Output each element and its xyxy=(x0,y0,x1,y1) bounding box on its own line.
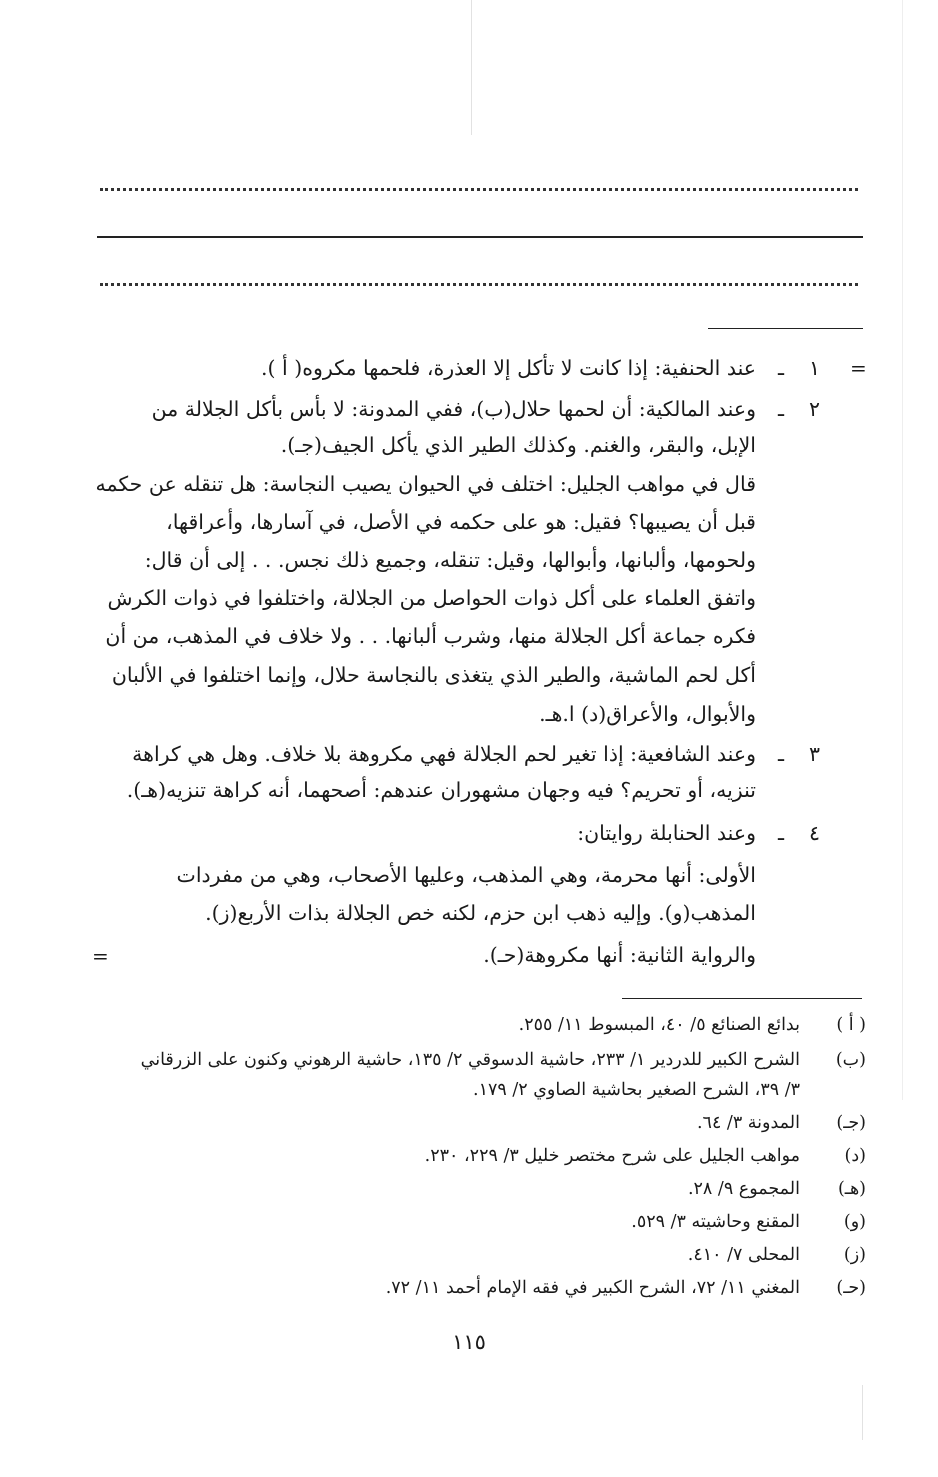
body-line: الأولى: أنها محرمة، وهي المذهب، وعليها الأصحاب، وهي من مفردات xyxy=(176,863,756,887)
dotted-line-1 xyxy=(100,188,858,191)
item-dash: ـ xyxy=(777,821,784,845)
body-line: وعند المالكية: أن لحمها حلال(ب)، ففي المدونة: لا بأس بأكل الجلالة من xyxy=(151,397,756,421)
body-line: واتفق العلماء على أكل ذوات الحواصل من الجلالة، واختلفوا في ذوات الكرش xyxy=(107,586,756,610)
continuation-mark-bottom: = xyxy=(92,944,109,968)
item-number: ٤ xyxy=(808,821,820,845)
scan-artifact xyxy=(471,0,472,135)
body-line: عند الحنفية: إذا كانت لا تأكل إلا العذرة، فلحمها مكروه( أ ). xyxy=(260,356,756,380)
page-number: ١١٥ xyxy=(452,1330,486,1354)
body-line: فكره جماعة أكل الجلالة منها، وشرب ألبانها. . . ولا خلاف في المذهب، من أن xyxy=(105,624,756,648)
footnote-label: (د) xyxy=(844,1146,866,1166)
footnote-label: ( أ ) xyxy=(836,1015,866,1035)
footnote-text: المدونة ٣/ ٦٤. xyxy=(696,1113,800,1133)
continuation-mark-top: = xyxy=(850,356,867,380)
footnote-text: المقنع وحاشيته ٣/ ٥٢٩. xyxy=(631,1212,800,1232)
body-line: الإبل، والبقر، والغنم. وكذلك الطير الذي يأكل الجيف(جـ). xyxy=(280,433,756,457)
body-line: تنزيه، أو تحريم؟ فيه وجهان مشهوران عندهم: أصحهما، أنه كراهة تنزيه(هـ). xyxy=(126,778,756,802)
body-line: وعند الشافعية: إذا تغير لحم الجلالة فهي مكروهة بلا خلاف. وهل هي كراهة xyxy=(132,742,756,766)
item-number: ١ xyxy=(808,356,820,380)
footnote-label: (جـ) xyxy=(836,1113,866,1133)
body-line: قال في مواهب الجليل: اختلف في الحيوان يصيب النجاسة: هل تنقله عن حكمه xyxy=(95,472,756,496)
footnote-label: (حـ) xyxy=(836,1278,866,1298)
footnote-text: المحلى ٧/ ٤١٠. xyxy=(687,1245,800,1265)
footnote-text: بدائع الصنائع ٥/ ٤٠، المبسوط ١١/ ٢٥٥. xyxy=(518,1015,800,1035)
footnote-rule xyxy=(622,998,862,999)
item-dash: ـ xyxy=(777,356,784,380)
footnote-text: الشرح الكبير للدردير ١/ ٢٣٣، حاشية الدسوقي ٢/ ١٣٥، حاشية الرهوني وكنون على الزرقاني xyxy=(140,1050,800,1070)
item-dash: ـ xyxy=(777,742,784,766)
footnote-text: المجموع ٩/ ٢٨. xyxy=(687,1179,800,1199)
body-line: والرواية الثانية: أنها مكروهة(حـ). xyxy=(483,943,756,967)
body-line: أكل لحم الماشية، والطير الذي يتغذى بالنجاسة حلال، وإنما اختلفوا في الألبان xyxy=(111,663,756,687)
scan-artifact xyxy=(902,0,903,1100)
body-line: ولحومها، وألبانها، وأبوالها، وقيل: تنقله، وجميع ذلك نجس. . . إلى أن قال: xyxy=(144,548,756,572)
item-number: ٢ xyxy=(808,397,820,421)
short-rule-top xyxy=(708,328,863,329)
scan-artifact xyxy=(862,1385,863,1440)
footnote-label: (ب) xyxy=(835,1050,866,1070)
body-line: وعند الحنابلة روايتان: xyxy=(577,821,756,845)
dotted-line-2 xyxy=(100,283,858,286)
body-line: المذهب(و). وإليه ذهب ابن حزم، لكنه خص الجلالة بذات الأربع(ز). xyxy=(205,901,756,925)
footnote-text: ٣/ ٣٩، الشرح الصغير بحاشية الصاوي ٢/ ١٧٩. xyxy=(473,1080,800,1100)
body-line: قبل أن يصيبها؟ فقيل: هو على حكمه في الأصل، في آسارها، وأعراقها، xyxy=(166,510,756,534)
footnote-text: المغني ١١/ ٧٢، الشرح الكبير في فقه الإمام أحمد ١١/ ٧٢. xyxy=(385,1278,800,1298)
footnote-label: (هـ) xyxy=(837,1179,866,1199)
item-number: ٣ xyxy=(808,742,820,766)
footnote-text: مواهب الجليل على شرح مختصر خليل ٣/ ٢٢٩، ٢٣٠. xyxy=(424,1146,800,1166)
item-dash: ـ xyxy=(777,397,784,421)
footnote-label: (ز) xyxy=(843,1245,866,1265)
footnote-label: (و) xyxy=(843,1212,866,1232)
body-line: والأبوال، والأعراق(د) ا.هـ. xyxy=(539,702,756,726)
divider-line xyxy=(97,236,863,238)
